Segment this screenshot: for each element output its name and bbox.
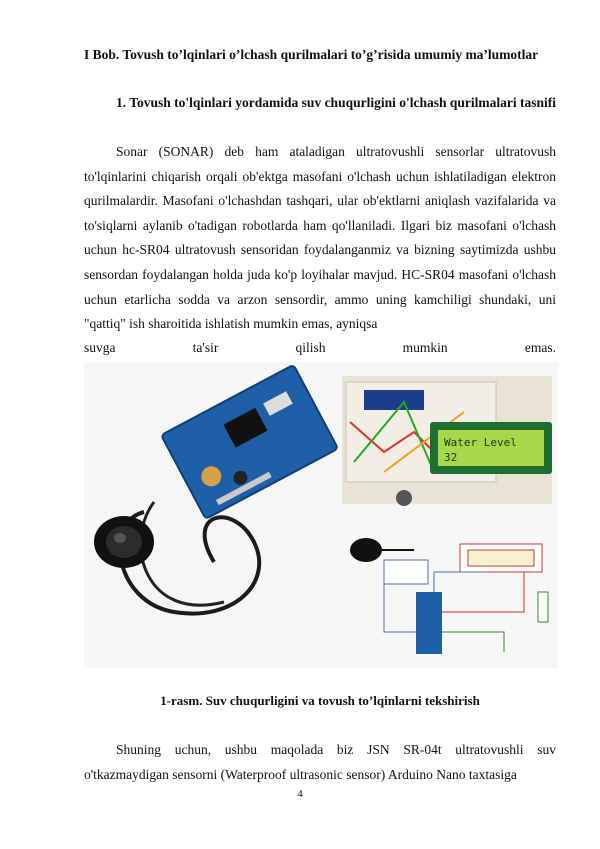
- paragraph-intro: Sonar (SONAR) deb ham ataladigan ultratovushli sensorlar ultratovush to'lqinlarini chiqarish orqali ob'ektga masofani o'lchash uchun ishlatiladigan elektron qurilmalardir. Masofani o'lchashdan tashqari, ular ob'ektlarni aniqlash vazifalarida va to'siqlarni aylanib o'tadigan robotlarda ham qo'llaniladi. Ilgari biz masofani o'lchash uchun hc-SR04 ultratovush sensoridan foydalanganmiz va bizning saytimizda ushbu sensordan foydalangan holda juda ko'p loyihalar mavjud. HC-SR04 masofani o'lchash uchun etarlicha sodda va arzon sensordir, ammo uning kamchiligi shundaki, uni "qattiq" ish sharoitida ishlatish mumkin emas, ayniqsa: [84, 144, 556, 332]
- figure-caption: 1-rasm. Suv chuqurligini va tovush to’lqinlarni tekshirish: [160, 693, 480, 708]
- word: emas.: [524, 340, 556, 355]
- word: mumkin: [402, 340, 448, 355]
- chapter-heading: I Bob. Tovush to’lqinlari o’lchash qurilmalari to’g’risida umumiy ma’lumotlar: [84, 47, 539, 62]
- section-heading: 1. Tovush to'lqinlari yordamida suv chuqurligini o'lchash qurilmalari tasnifi: [116, 95, 556, 110]
- word: qilish: [295, 340, 326, 355]
- word: ta'sir: [192, 340, 219, 355]
- lcd-line-1: Water Level: [444, 436, 517, 449]
- lcd-line-2: 32: [444, 451, 458, 464]
- word: suvga: [84, 340, 116, 355]
- paragraph-conclusion: Shuning uchun, ushbu maqolada biz JSN SR-04t ultratovushli suv o'tkazmaydigan sensorni (Waterproof ultrasonic sensor) Arduino Nano taxtasiga: [84, 742, 556, 782]
- breadboard-photo: [342, 376, 552, 506]
- paragraph-last-line: [84, 337, 556, 359]
- sensor-figure: [84, 362, 558, 668]
- page-number: 4: [297, 788, 303, 800]
